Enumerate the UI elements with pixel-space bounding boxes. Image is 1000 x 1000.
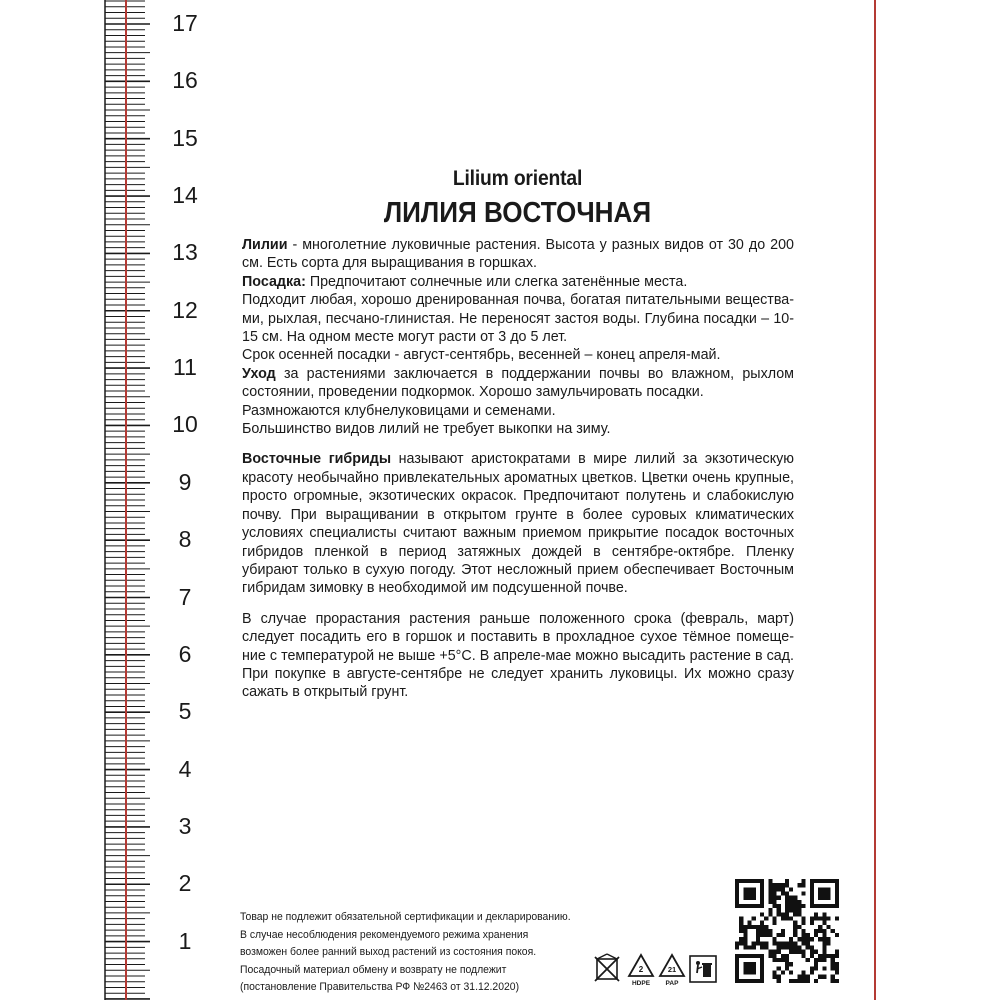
- care-term: Уход: [242, 365, 276, 382]
- ruler-number: 17: [172, 10, 198, 36]
- pap-label: PAP: [665, 980, 679, 987]
- care-text: за растениями заключается в поддержании почвы во влажном, рыхлом состоянии, проведении подкормок. Хорошо замульчировать посадки.: [242, 365, 794, 401]
- ruler-number: 15: [172, 124, 198, 151]
- ruler-number: 9: [178, 468, 192, 495]
- hdpe-label: HDPE: [631, 980, 651, 987]
- footer-line: возможен более ранний выход растений из состояния покоя.: [240, 946, 537, 959]
- paragraph-oriental-hybrids: [242, 450, 794, 597]
- paragraph-care: [242, 365, 794, 402]
- ruler-number: 1: [178, 927, 192, 954]
- planting-text: Предпочитают солнечные или слегка затенённые места.: [305, 273, 688, 290]
- hybrids-text: называют аристократами в мире лилий за экзотическую красоту необычайно привлекательных ароматных цветков. Цветки очень крупные, просто огромные, экзотических окрасок. Предпочитают полутень и слабокислую почву. При выращивании в открытом грунте в более суровых климатических условиях специалисты считают важным приемом прикрытие посадок восточных гибридов пленкой в период затяжных дождей в сентябре-октябре. Пленку убирают только в сухую погоду. Этот несложный прием обеспечивает Восточным гибридам зимовку в необходимой им подсушенной почве.: [242, 451, 794, 597]
- paragraph-planting: [242, 273, 794, 291]
- paragraph-planting-time: Срок осенней посадки - август-сентябрь, весенней – конец апреля-май.: [242, 347, 721, 364]
- ruler-number: 3: [178, 812, 192, 839]
- recycle-hdpe-icon: [627, 953, 655, 987]
- footer-line: Посадочный материал обмену и возврату не подлежит: [240, 963, 507, 976]
- planting-term: Посадка:: [242, 273, 306, 290]
- lilies-term: Лилии: [242, 237, 288, 253]
- paragraph-early-sprouting: В случае прорастания растения раньше положенного срока (февраль, март) следует посадить его в горшок и поставить в прохладное сухое тёмное помеще-ние с температурой не выше +5°С. В апреле-мае можно высадить растение в сад. При покупке в августе-сентябре не следует хранить луковицы. Их можно сразу сажать в открытый грунт.: [242, 610, 794, 701]
- footer-line: Товар не подлежит обязательной сертификации и декларированию.: [240, 911, 571, 923]
- ruler-number: 16: [172, 67, 198, 94]
- page-title: ЛИЛИЯ ВОСТОЧНАЯ: [383, 197, 652, 229]
- ruler-number: 10: [172, 411, 198, 438]
- pap-number: 21: [667, 965, 677, 974]
- ruler-number: 14: [172, 182, 198, 209]
- hdpe-number: 2: [638, 965, 644, 974]
- border-red-line: [874, 0, 876, 1000]
- ruler-number: 6: [178, 640, 192, 667]
- footer-line: (постановление Правительства РФ №2463 от 31.12.2020): [240, 981, 520, 994]
- ruler-number: 7: [178, 583, 192, 610]
- paragraph-winter: Большинство видов лилий не требует выкопки на зиму.: [242, 421, 611, 438]
- recycle-pap-icon: [658, 953, 686, 987]
- ruler-number: 13: [172, 239, 198, 266]
- paragraph-propagation: Размножаются клубнелуковицами и семенами.: [242, 402, 556, 419]
- ruler-red-line: [125, 0, 127, 1000]
- trash-bin-icon: [689, 953, 717, 987]
- ruler-number: 2: [178, 870, 192, 897]
- hybrids-term: Восточные гибриды: [242, 451, 392, 468]
- footer-line: В случае несоблюдения рекомендуемого режима хранения: [240, 928, 529, 941]
- ruler-number: 8: [178, 526, 192, 553]
- paragraph-lilies: [242, 236, 794, 273]
- ruler-number: 12: [172, 296, 198, 323]
- ruler: [0, 0, 200, 1000]
- latin-name: Lilium oriental: [452, 167, 583, 190]
- footer-disclaimer: [240, 909, 575, 997]
- qr-code: [735, 879, 839, 983]
- paragraph-soil: Подходит любая, хорошо дренированная почва, богатая питательными вещества-ми, рыхлая, песчано-глинистая. Не переносят застоя воды. Глубина посадки – 10-15 см. На одном месте могут расти от 3 до 5 лет.: [242, 292, 794, 346]
- no-reuse-box-icon: [593, 953, 621, 987]
- ruler-number: 4: [178, 755, 192, 782]
- ruler-number: 5: [178, 698, 192, 725]
- description: [242, 236, 794, 702]
- lilies-text: - многолетние луковичные растения. Высота у разных видов от 30 до 200 см. Есть сорта для выращивания в горшках.: [242, 237, 794, 272]
- ruler-number: 11: [173, 354, 197, 381]
